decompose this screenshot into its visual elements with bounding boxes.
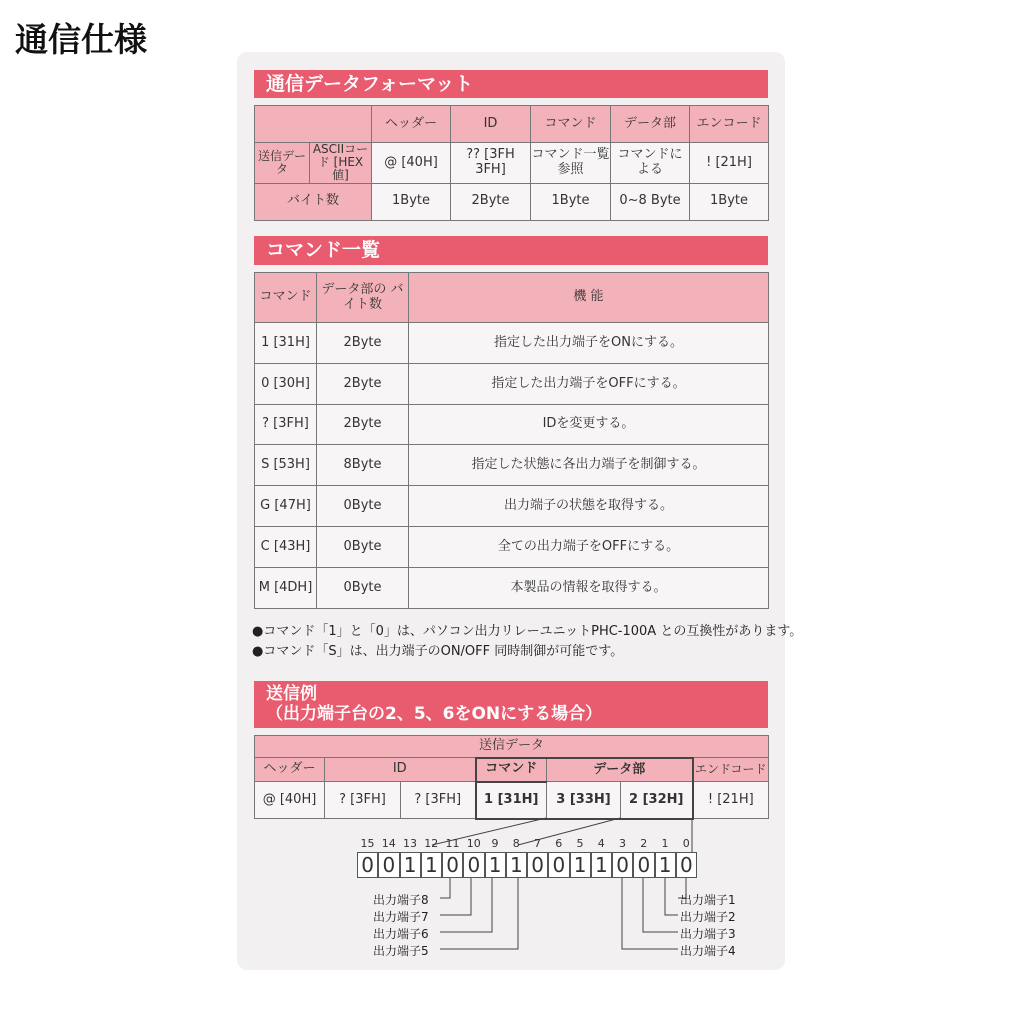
cell-bytes: 2Byte bbox=[317, 323, 409, 364]
note: ●コマンド「S」は、出力端子のON/OFF 同時制御が可能です。 bbox=[252, 644, 624, 659]
cell-func: 指定した状態に各出力端子を制御する。 bbox=[409, 445, 769, 486]
cell-bytes: 0Byte bbox=[317, 526, 409, 567]
cell: ! [21H] bbox=[690, 143, 769, 184]
cell: コマンド一覧 参照 bbox=[531, 143, 611, 184]
bit-cell: 1 bbox=[655, 852, 676, 878]
example-title: 送信例 bbox=[266, 684, 317, 704]
header-cell: ヘッダー bbox=[372, 106, 451, 143]
output-label: 出力端子4 bbox=[680, 944, 736, 958]
bit-cell: 0 bbox=[357, 852, 378, 878]
bit-index-label: 6 bbox=[555, 837, 563, 850]
bit-index-label: 2 bbox=[640, 837, 648, 850]
cell-func: 全ての出力端子をOFFにする。 bbox=[409, 526, 769, 567]
cell-cmd: S [53H] bbox=[255, 445, 317, 486]
page-title: 通信仕様 bbox=[15, 20, 147, 59]
cell: ? [3FH] bbox=[401, 782, 476, 819]
cell: @ [40H] bbox=[255, 782, 325, 819]
header-cell: ヘッダー bbox=[255, 758, 325, 782]
header-cell: コマンド bbox=[531, 106, 611, 143]
cell: ?? [3FH 3FH] bbox=[451, 143, 531, 184]
bit-cell: 0 bbox=[676, 852, 697, 878]
output-label: 出力端子2 bbox=[680, 910, 736, 924]
row-label: バイト数 bbox=[255, 183, 372, 220]
cell-cmd: M [4DH] bbox=[255, 567, 317, 608]
header-cell: ID bbox=[451, 106, 531, 143]
cell: @ [40H] bbox=[372, 143, 451, 184]
output-label: 出力端子3 bbox=[680, 927, 736, 941]
cell: 0~8 Byte bbox=[611, 183, 690, 220]
bit-index-label: 14 bbox=[381, 837, 396, 850]
bit-cell: 0 bbox=[442, 852, 463, 878]
commands-heading: コマンド一覧 bbox=[254, 236, 768, 265]
bit-cell: 1 bbox=[421, 852, 442, 878]
cell-bytes: 8Byte bbox=[317, 445, 409, 486]
output-label: 出力端子7 bbox=[373, 910, 429, 924]
example-subtitle: （出力端子台の2、5、6をONにする場合） bbox=[266, 704, 603, 724]
cell: 1Byte bbox=[690, 183, 769, 220]
bit-index-label: 8 bbox=[512, 837, 520, 850]
cell-bytes: 0Byte bbox=[317, 567, 409, 608]
header-cell: コマンド bbox=[476, 758, 547, 782]
cell-func: 指定した出力端子をONにする。 bbox=[409, 323, 769, 364]
bit-index-label: 13 bbox=[403, 837, 417, 850]
bit-index-label: 11 bbox=[445, 837, 460, 850]
cell: 2Byte bbox=[451, 183, 531, 220]
header-cell: コマンド bbox=[255, 273, 317, 323]
output-label: 出力端子8 bbox=[373, 893, 429, 907]
cell-func: 本製品の情報を取得する。 bbox=[409, 567, 769, 608]
cell: ! [21H] bbox=[693, 782, 769, 819]
bit-index-label: 3 bbox=[619, 837, 626, 850]
cell: 3 [33H] bbox=[547, 782, 621, 819]
bit-cell: 1 bbox=[400, 852, 421, 878]
output-label: 出力端子1 bbox=[680, 893, 736, 907]
group-header: 送信データ bbox=[255, 736, 769, 758]
bit-cell: 0 bbox=[463, 852, 484, 878]
row-label: ASCIIコード [HEX値] bbox=[310, 143, 372, 184]
cell: 1Byte bbox=[531, 183, 611, 220]
bit-cell: 0 bbox=[527, 852, 548, 878]
bit-index-label: 12 bbox=[424, 837, 439, 850]
cell: ? [3FH] bbox=[325, 782, 401, 819]
bit-index-label: 7 bbox=[534, 837, 541, 850]
cell: 1Byte bbox=[372, 183, 451, 220]
cell-bytes: 2Byte bbox=[317, 404, 409, 445]
bit-cell: 0 bbox=[633, 852, 654, 878]
header-cell: 機 能 bbox=[409, 273, 769, 323]
header-cell: ID bbox=[325, 758, 476, 782]
bit-index-label: 10 bbox=[466, 837, 481, 850]
bit-index-label: 15 bbox=[360, 837, 375, 850]
bit-index-label: 9 bbox=[491, 837, 499, 850]
output-label: 出力端子5 bbox=[373, 944, 429, 958]
bit-cell: 1 bbox=[485, 852, 506, 878]
header-cell: エンドコード bbox=[693, 758, 769, 782]
cell-cmd: G [47H] bbox=[255, 486, 317, 527]
row-label: 送信データ bbox=[255, 143, 310, 184]
bit-cell: 1 bbox=[591, 852, 612, 878]
bit-index-label: 4 bbox=[597, 837, 605, 850]
header-cell: データ部 bbox=[611, 106, 690, 143]
cell-bytes: 0Byte bbox=[317, 486, 409, 527]
cell: 2 [32H] bbox=[621, 782, 693, 819]
cell-cmd: 1 [31H] bbox=[255, 323, 317, 364]
note: ●コマンド「1」と「0」は、パソコン出力リレーユニットPHC-100A との互換性があります。 bbox=[252, 624, 803, 639]
bit-index-label: 1 bbox=[661, 837, 669, 850]
header-cell: データ部 bbox=[547, 758, 693, 782]
header-cell: エンコード bbox=[690, 106, 769, 143]
bit-cell: 0 bbox=[548, 852, 569, 878]
output-label: 出力端子6 bbox=[373, 927, 429, 941]
bit-cell: 0 bbox=[378, 852, 399, 878]
header-cell: データ部の バイト数 bbox=[317, 273, 409, 323]
cell-cmd: C [43H] bbox=[255, 526, 317, 567]
cell: 1 [31H] bbox=[476, 782, 547, 819]
cell-func: 出力端子の状態を取得する。 bbox=[409, 486, 769, 527]
cell-cmd: 0 [30H] bbox=[255, 363, 317, 404]
bit-index-label: 0 bbox=[682, 837, 690, 850]
cell-func: IDを変更する。 bbox=[409, 404, 769, 445]
bit-cell: 1 bbox=[506, 852, 527, 878]
bit-cell: 0 bbox=[612, 852, 633, 878]
cell-cmd: ? [3FH] bbox=[255, 404, 317, 445]
bit-cell: 1 bbox=[570, 852, 591, 878]
cell-bytes: 2Byte bbox=[317, 363, 409, 404]
format-heading: 通信データフォーマット bbox=[254, 70, 768, 98]
bit-index-label: 5 bbox=[576, 837, 584, 850]
cell-func: 指定した出力端子をOFFにする。 bbox=[409, 363, 769, 404]
cell: コマンドに よる bbox=[611, 143, 690, 184]
